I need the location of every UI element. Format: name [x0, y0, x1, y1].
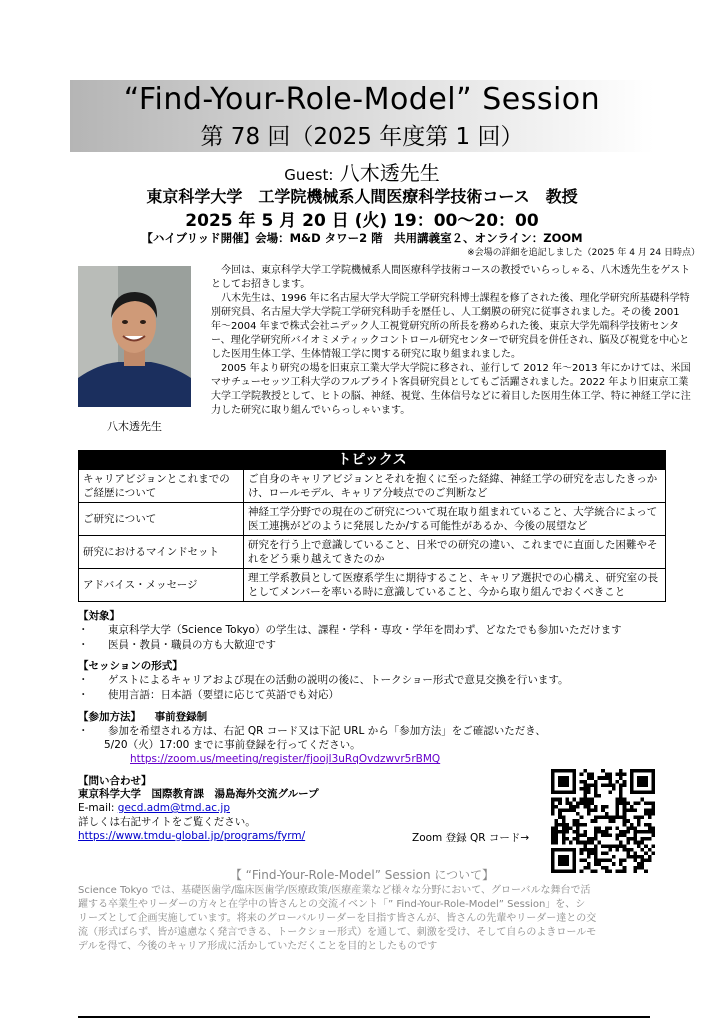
format-item: 使用言語：日本語（要望に応じて英語でも対応） [108, 689, 339, 701]
about-line: デルを得て、今後のキャリア形成に活かしていただくことを目的としたものです [78, 941, 438, 952]
about-line: 躍する卒業生やリーダーの方々と在学中の皆さんとの交流イベント「” Find-Your-Role-Model” Session」を、シ [78, 899, 586, 910]
registration-line: ・ 参加を希望される方は、右記 QR コード又は下記 URL から「参加方法」をご確認いただき、 [78, 725, 546, 737]
registration-heading [78, 709, 207, 724]
event-datetime: 2025 年 5 月 20 日 (火) 19：00～20：00 [185, 211, 539, 231]
contact-heading: 【問い合わせ】 [78, 775, 152, 787]
bio-paragraph: 今回は、東京科学大学工学院機械系人間医療科学技術コースの教授でいらっしゃる、八木透先生をゲストとしてお招きします。 [211, 265, 691, 290]
list-item: ・ 医員・教員・職員の方も大歓迎です [78, 639, 276, 651]
session-number: 第 78 回（2025 年度第 1 回） [200, 124, 524, 150]
registration-link[interactable]: https://zoom.us/meeting/register/fjoojl3uRqOvdzwvr5rBMQ [130, 753, 441, 765]
target-item: 東京科学大学（Science Tokyo）の学生は、課程・学科・専攻・学年を問わず、どなたでも参加いただけます [108, 624, 622, 636]
registration-text: 参加を希望される方は、右記 QR コード又は下記 URL から「参加方法」をご確認いただき、 [108, 725, 546, 737]
target-item: 医員・教員・職員の方も大歓迎です [108, 639, 276, 651]
email-label: E-mail: [78, 802, 118, 814]
registration-title: 【参加方法】 [78, 711, 141, 723]
about-heading: 【 “Find-Your-Role-Model” Session について】 [229, 868, 495, 882]
guest-affiliation: 東京科学大学 工学院機械系人間医療科学技術コース 教授 [146, 187, 578, 206]
about-line: リーズとして企画実施しています。将来のグローバルリーダーを目指す皆さんが、皆さんの先輩やリーダー達との交 [78, 913, 597, 924]
email-link[interactable]: gecd.adm@tmd.ac.jp [117, 802, 231, 814]
format-item: ゲストによるキャリアおよび現在の活動の説明の後に、トークショー形式で意見交換を行います。 [108, 674, 569, 686]
contact-email [78, 801, 230, 816]
topic-value: 理工学系教員として医療系学生に期待すること、キャリア選択での心構え、研究室の長としてメンバーを率いる時に意識していること、今から取り組んでおくべきこと [244, 569, 666, 602]
footer-rule [78, 1016, 650, 1018]
guest-name: 八木透先生 [339, 161, 440, 185]
topics-header: トピックス [79, 451, 666, 470]
bio-paragraph: 八木先生は、1996 年に名古屋大学大学院工学研究科博士課程を修了された後、理化学研究所基礎科学特別研究員、名古屋大学大学院工学研究科助手を歴任し、人工網膜の研究に従事されました。その後 2001 年～2004 年まで株式会社ニデック人工視覚研究所の所長を務められた後、東京大学先端科学技術センター、理化学研究所バイオミメティックコントロール研究センターで研究員を併任され、脳及び視覚を中心とした医用生体工学、生体情報工学に関する研究に取り組まれました。 [211, 293, 690, 360]
about-text [78, 884, 668, 954]
guest-label: Guest: [284, 166, 334, 184]
bio-paragraph: 2005 年より研究の場を旧東京工業大学大学院に移され、並行して 2012 年～2013 年にかけては、米国マサチューセッツ工科大学のフルブライト客員研究員としてもご活躍されました。2022 年より旧東京工業大学工学院教授として、ヒトの脳、神経、視覚、生体信号などに着目した医用生体工学、特に神経工学に注力した研究に取り組んでいらっしゃいます。 [211, 363, 691, 416]
registration-mode: 事前登録制 [154, 711, 208, 723]
page-title: “Find-Your-Role-Model” Session [123, 82, 601, 117]
list-item: ・ 使用言語：日本語（要望に応じて英語でも対応） [78, 689, 339, 701]
table-row [79, 569, 666, 602]
guest-photo [78, 266, 191, 407]
contact-org: 東京科学大学 国際教育課 湯島海外交流グループ [78, 788, 319, 800]
target-heading: 【対象】 [78, 610, 120, 622]
zoom-qr-code[interactable] [551, 769, 655, 873]
guest-line [0, 157, 724, 186]
topic-key: アドバイス・メッセージ [79, 569, 244, 602]
topic-value: ご自身のキャリアビジョンとそれを抱くに至った経緯、神経工学の研究を志したきっかけ、ロールモデル、キャリア分岐点でのご判断など [244, 470, 666, 503]
topic-value: 研究を行う上で意識していること、日米での研究の違い、これまでに直面した困難やそれをどう乗り越えてきたのか [244, 536, 666, 569]
topic-key: キャリアビジョンとこれまでのご経歴について [79, 470, 244, 503]
table-row [79, 536, 666, 569]
qr-label: Zoom 登録 QR コード→ [412, 832, 530, 844]
guest-biography [211, 264, 691, 418]
list-item: ・ ゲストによるキャリアおよび現在の活動の説明の後に、トークショー形式で意見交換を行います。 [78, 674, 569, 686]
topic-key: ご研究について [79, 503, 244, 536]
photo-caption: 八木透先生 [107, 420, 162, 433]
site-link[interactable]: https://www.tmdu-global.jp/programs/fyrm/ [78, 830, 306, 842]
topic-key: 研究におけるマインドセット [79, 536, 244, 569]
topics-table [78, 450, 666, 602]
format-heading: 【セッションの形式】 [78, 660, 183, 672]
about-line: 流（形式ばらず、皆が遠慮なく発言できる、トークショー形式）を通して、刺激を受け、そして自らのよきロールモ [78, 927, 597, 938]
about-line: Science Tokyo では、基礎医歯学/臨床医歯学/医療政策/医療産業など様々な分野において、グローバルな舞台で活 [78, 885, 591, 896]
table-row [79, 470, 666, 503]
venue-note: ※会場の詳細を追記しました（2025 年 4 月 24 日時点） [467, 248, 700, 258]
registration-deadline: 5/20（火）17:00 までに事前登録を行ってください。 [104, 739, 361, 751]
topic-value: 神経工学分野での現在のご研究について現在取り組まれていること、大学統合によって医工連携がどのように発展したか/する可能性があるか、今後の展望など [244, 503, 666, 536]
list-item: ・ 東京科学大学（Science Tokyo）の学生は、課程・学科・専攻・学年を問わず、どなたでも参加いただけます [78, 624, 622, 636]
event-venue: 【ハイブリッド開催】会場：M&D タワー2 階 共用講義室２、オンライン：ZOOM [141, 231, 583, 245]
contact-details: 詳しくは右記サイトをご覧ください。 [78, 816, 256, 828]
table-row [79, 503, 666, 536]
